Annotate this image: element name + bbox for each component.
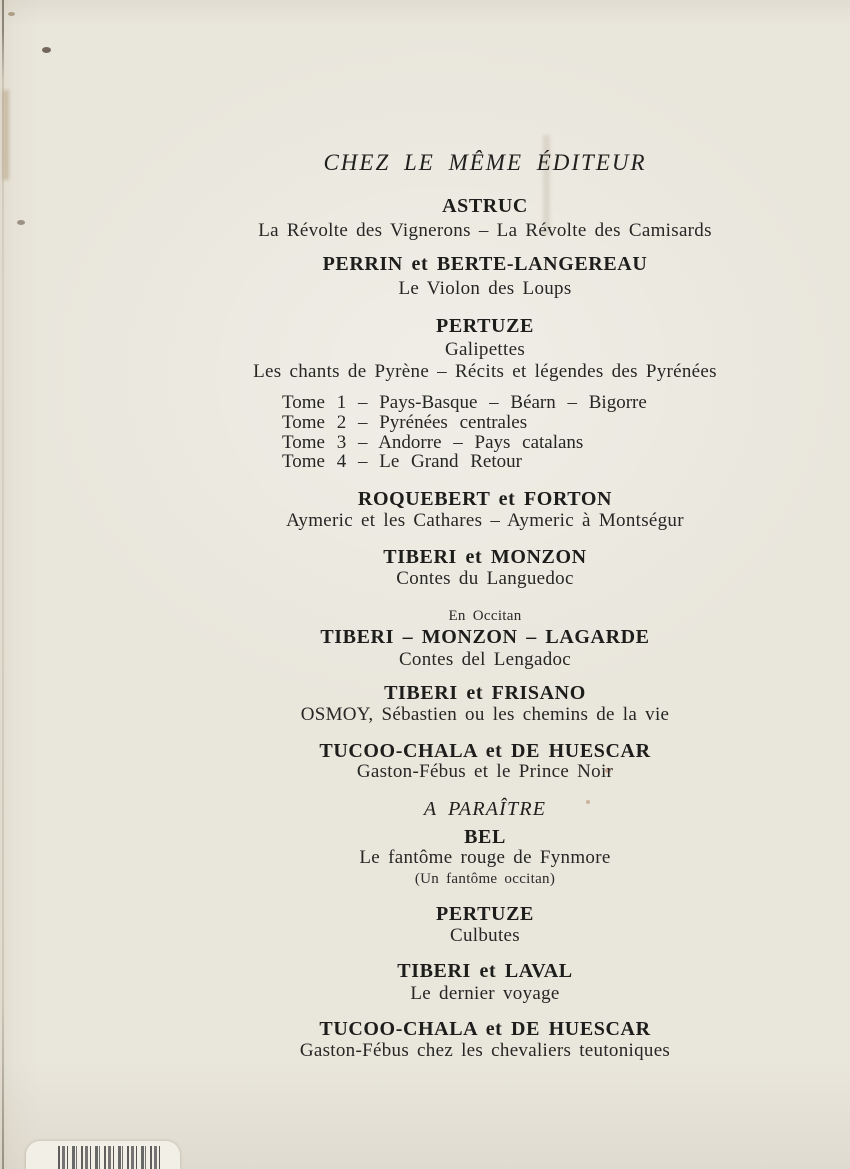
- paper-speck: [17, 220, 25, 225]
- author-heading: TIBERI et MONZON: [383, 546, 587, 568]
- author-heading: TUCOO-CHALA et DE HUESCAR: [319, 740, 651, 762]
- author-heading: PERTUZE: [436, 315, 534, 337]
- book-title-line: Culbutes: [450, 925, 520, 946]
- book-title-line: Le fantôme rouge de Fynmore: [359, 847, 611, 868]
- book-subtitle: (Un fantôme occitan): [414, 871, 556, 887]
- author-heading: ASTRUC: [442, 195, 528, 217]
- paper-speck: [42, 47, 51, 53]
- book-title-line: Contes del Lengadoc: [398, 649, 572, 670]
- tome-line: Tome 4 – Le Grand Retour: [282, 451, 522, 472]
- book-title-line: Gaston-Fébus et le Prince Noir: [356, 761, 614, 782]
- tome-line: Tome 2 – Pyrénées centrales: [282, 412, 528, 433]
- section-note: En Occitan: [448, 608, 522, 624]
- upcoming-header: A PARAÎTRE: [423, 798, 547, 820]
- author-heading: TIBERI et LAVAL: [397, 960, 573, 982]
- book-title-line: Le dernier voyage: [410, 983, 560, 1004]
- barcode-label: [26, 1141, 180, 1169]
- book-title-line: Les chants de Pyrène – Récits et légendes des Pyrénées: [253, 361, 717, 382]
- author-heading: PERRIN et BERTE-LANGEREAU: [322, 253, 648, 275]
- book-title-line: La Révolte des Vignerons – La Révolte des Camisards: [258, 220, 712, 241]
- tome-line: Tome 3 – Andorre – Pays catalans: [282, 432, 584, 453]
- author-heading: TUCOO-CHALA et DE HUESCAR: [319, 1018, 651, 1040]
- author-heading: ROQUEBERT et FORTON: [357, 488, 613, 510]
- paper-speck: [8, 12, 15, 16]
- tome-line: Tome 1 – Pays-Basque – Béarn – Bigorre: [282, 392, 647, 413]
- author-heading: TIBERI et FRISANO: [384, 682, 586, 704]
- page-title: CHEZ LE MÊME ÉDITEUR: [323, 150, 647, 175]
- author-heading: TIBERI – MONZON – LAGARDE: [320, 626, 650, 648]
- book-title-line: Contes du Languedoc: [396, 568, 574, 589]
- author-heading: BEL: [464, 826, 506, 848]
- book-title-line: OSMOY, Sébastien ou les chemins de la vie: [300, 704, 670, 725]
- author-heading: PERTUZE: [436, 903, 534, 925]
- book-title-line: Galipettes: [444, 339, 526, 360]
- barcode-icon: [58, 1146, 160, 1169]
- book-title-line: Gaston-Fébus chez les chevaliers teutoniques: [299, 1040, 671, 1061]
- book-title-line: Aymeric et les Cathares – Aymeric à Montségur: [286, 510, 684, 531]
- paper-stain: [3, 90, 9, 180]
- book-title-line: Le Violon des Loups: [398, 278, 572, 299]
